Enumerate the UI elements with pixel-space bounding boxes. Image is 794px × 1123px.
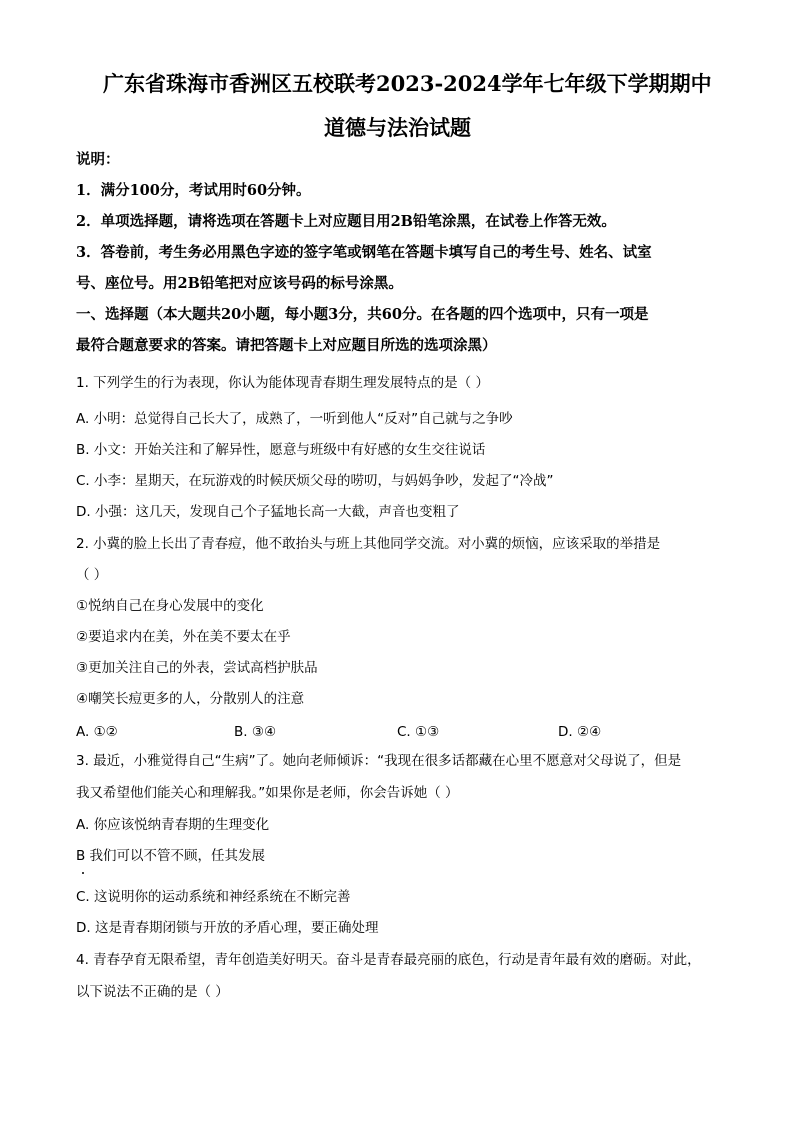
question-2-statement-1: ①悦纳自己在身心发展中的变化 <box>76 598 264 614</box>
question-3-stem-line-1: 3. 最近，小雅觉得自己“生病”了。她向老师倾诉：“我现在很多话都藏在心里不愿意对父母说了，但是 <box>76 753 682 769</box>
question-2-option-c: C. ①③ <box>397 724 440 740</box>
question-1-option-a: A. 小明：总觉得自己长大了，成熟了，一听到他人“反对”自己就与之争吵 <box>76 411 513 427</box>
question-1-option-c: C. 小李：星期天，在玩游戏的时候厌烦父母的唠叨，与妈妈争吵，发起了“冷战” <box>76 473 554 489</box>
question-3-option-c: C. 这说明你的运动系统和神经系统在不断完善 <box>76 889 351 905</box>
exam-title: 广东省珠海市香洲区五校联考2023-2024学年七年级下学期期中 <box>103 71 712 96</box>
question-3-option-d: D. 这是青春期闭锁与开放的矛盾心理，要正确处理 <box>76 920 379 936</box>
question-4-stem-line-1: 4. 青春孕育无限希望，青年创造美好明天。奋斗是青春最亮丽的底色，行动是青年最有效的磨砺。对此， <box>76 952 701 968</box>
note-3-line-2: 号、座位号。用2B铅笔把对应该号码的标号涂黑。 <box>76 275 403 292</box>
section-heading-line-2: 最符合题意要求的答案。请把答题卡上对应题目所选的选项涂黑） <box>76 337 497 354</box>
question-2-statement-4: ④嘲笑长痘更多的人，分散别人的注意 <box>76 691 305 707</box>
section-heading-line-1: 一、选择题（本大题共20小题，每小题3分，共60分。在各题的四个选项中，只有一项是 <box>76 306 649 323</box>
question-2-option-a: A. ①② <box>76 724 118 740</box>
question-1-option-d: D. 小强：这几天，发现自己个子猛地长高一大截，声音也变粗了 <box>76 504 460 520</box>
question-3-option-a: A. 你应该悦纳青春期的生理变化 <box>76 817 270 833</box>
question-2-statement-2: ②要追求内在美，外在美不要太在乎 <box>76 629 291 645</box>
question-2-statement-3: ③更加关注自己的外表，尝试高档护肤品 <box>76 660 318 676</box>
notes-heading: 说明： <box>76 151 120 168</box>
exam-subtitle: 道德与法治试题 <box>324 115 471 140</box>
question-2-option-b: B. ③④ <box>234 724 277 740</box>
question-3-option-b: B 我们可以不管不顾，任其发展 <box>76 848 266 864</box>
note-1: 1．满分100分，考试用时60分钟。 <box>76 182 311 199</box>
stray-dot <box>82 872 84 874</box>
question-3-stem-line-2: 我又希望他们能关心和理解我。”如果你是老师，你会告诉她（ ） <box>76 785 459 801</box>
question-2-option-d: D. ②④ <box>558 724 602 740</box>
question-1-stem: 1. 下列学生的行为表现，你认为能体现青春期生理发展特点的是（ ） <box>76 375 489 391</box>
question-2-stem-line-1: 2. 小冀的脸上长出了青春痘，他不敢抬头与班上其他同学交流。对小冀的烦恼，应该采取的举措是 <box>76 536 661 552</box>
question-1-option-b: B. 小文：开始关注和了解异性，愿意与班级中有好感的女生交往说话 <box>76 442 486 458</box>
question-4-stem-line-2: 以下说法不正确的是（ ） <box>76 984 229 1000</box>
question-2-stem-line-2: （ ） <box>76 567 108 583</box>
note-2: 2．单项选择题，请将选项在答题卡上对应题目用2B铅笔涂黑，在试卷上作答无效。 <box>76 213 616 230</box>
note-3-line-1: 3．答卷前，考生务必用黑色字迹的签字笔或钢笔在答题卡填写自己的考生号、姓名、试室 <box>76 244 652 261</box>
